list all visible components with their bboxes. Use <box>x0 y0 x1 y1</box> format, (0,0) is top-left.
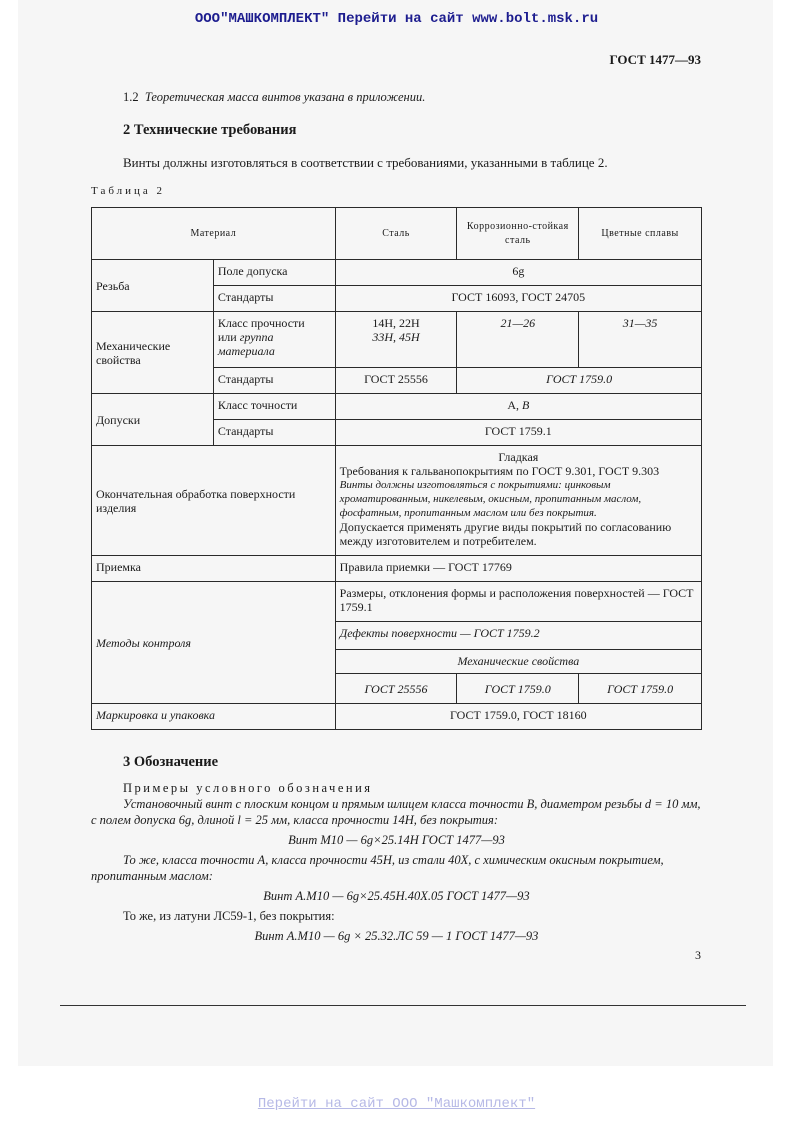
footer-divider <box>60 1005 746 1006</box>
row-finish-label: Окончательная обработка поверхности изделия <box>92 446 336 556</box>
mech-standards-other: ГОСТ 1759.0 <box>457 368 702 394</box>
strength-class-label-2: или <box>217 330 237 344</box>
strength-corrosion: 21—26 <box>457 312 579 368</box>
site-link-bottom[interactable]: Перейти на сайт ООО "Машкомплект" <box>257 1096 536 1112</box>
finish-smooth: Гладкая <box>498 450 539 464</box>
mech-standards-label: Стандарты <box>213 368 335 394</box>
example-2-code: Винт А.М10 — 6g×25.45Н.40Х.05 ГОСТ 1477—93 <box>263 889 530 903</box>
mech-standards-steel: ГОСТ 25556 <box>335 368 457 394</box>
finish-other: Допускается применять другие виды покрытий по согласованию между изготовителем и потребителем. <box>339 520 672 548</box>
tol-standards-value: ГОСТ 1759.1 <box>335 420 701 446</box>
clause-1-2 <box>123 90 425 105</box>
accuracy-class-a: А, <box>507 398 519 412</box>
accuracy-class-value <box>335 394 701 420</box>
finish-value <box>335 446 701 556</box>
header-material: Материал <box>92 208 336 260</box>
section-2-title: 2 Технические требования <box>123 122 297 138</box>
finish-coatings: Винты должны изготовляться с покрытиями: цинковым хроматированным, никелевым, окисным, пропитанным маслом, фосфатным, пропитанным маслом или без покрытия. <box>339 479 642 519</box>
example-1-text: Установочный винт с плоским концом и прямым шлицем класса точности В, диаметром резьбы d = 10 мм, с полем допуска 6g, длиной l = 25 мм, класса прочности 14Н, без покрытия: <box>91 797 701 827</box>
example-2-text: То же, класса точности А, класса прочности 45Н, из стали 40Х, с химическим окисным покрытием, пропитанным маслом: <box>91 853 664 883</box>
strength-class-label-3: группа материала <box>217 330 275 358</box>
gost-header: ГОСТ 1477—93 <box>609 52 701 67</box>
examples-title: Примеры условного обозначения <box>123 781 373 795</box>
clause-number: 1.2 <box>123 90 139 104</box>
strength-steel-2: 33Н, 45Н <box>372 330 420 344</box>
methods-mech-props: Механические свойства <box>335 650 701 674</box>
strength-steel <box>335 312 457 368</box>
row-acceptance-label: Приемка <box>92 556 336 582</box>
requirements-table <box>91 207 702 730</box>
row-thread-label: Резьба <box>92 260 214 312</box>
row-methods-label: Методы контроля <box>92 582 336 704</box>
thread-tolerance-label: Поле допуска <box>213 260 335 286</box>
methods-dimensions: Размеры, отклонения формы и расположения поверхностей — ГОСТ 1759.1 <box>335 582 701 622</box>
thread-standards-value: ГОСТ 16093, ГОСТ 24705 <box>335 286 701 312</box>
acceptance-value: Правила приемки — ГОСТ 17769 <box>335 556 701 582</box>
thread-standards-label: Стандарты <box>213 286 335 312</box>
example-3-code: Винт А.М10 — 6g × 25.32.ЛС 59 — 1 ГОСТ 1477—93 <box>254 929 539 943</box>
accuracy-class-b: В <box>521 398 530 412</box>
section-2-intro: Винты должны изготовляться в соответствии с требованиями, указанными в таблице 2. <box>123 155 608 170</box>
row-mechanical-label: Механические свойства <box>92 312 214 394</box>
marking-value: ГОСТ 1759.0, ГОСТ 18160 <box>335 704 701 730</box>
strength-class-label-1: Класс прочности <box>217 316 305 330</box>
methods-defects: Дефекты поверхности — ГОСТ 1759.2 <box>335 622 701 650</box>
example-1-code: Винт М10 — 6g×25.14Н ГОСТ 1477—93 <box>288 833 505 847</box>
page-number: 3 <box>695 948 701 962</box>
methods-corrosion: ГОСТ 1759.0 <box>457 674 579 704</box>
row-marking-label: Маркировка и упаковка <box>92 704 336 730</box>
finish-plating: Требования к гальванопокрытиям по ГОСТ 9.301, ГОСТ 9.303 <box>339 464 660 478</box>
strength-steel-1: 14Н, 22Н <box>372 316 420 330</box>
header-nonferrous: Цветные сплавы <box>579 208 702 260</box>
table-caption: Таблица 2 <box>91 185 166 197</box>
header-steel: Сталь <box>335 208 457 260</box>
methods-nonferrous: ГОСТ 1759.0 <box>579 674 702 704</box>
example-3-text: То же, из латуни ЛС59-1, без покрытия: <box>123 909 335 923</box>
section-3-body <box>91 780 702 948</box>
methods-steel: ГОСТ 25556 <box>335 674 457 704</box>
strength-class-label <box>213 312 335 368</box>
site-link-top[interactable]: ООО"МАШКОМПЛЕКТ" Перейти на сайт www.bolt.msk.ru <box>194 11 599 27</box>
row-tolerances-label: Допуски <box>92 394 214 446</box>
tol-standards-label: Стандарты <box>213 420 335 446</box>
section-3-title: 3 Обозначение <box>123 754 219 770</box>
clause-text: Теоретическая масса винтов указана в приложении. <box>144 90 426 104</box>
accuracy-class-label: Класс точности <box>213 394 335 420</box>
strength-nonferrous: 31—35 <box>579 312 702 368</box>
header-corrosion-steel: Коррозионно-стойкая сталь <box>457 208 579 260</box>
thread-tolerance-value: 6g <box>335 260 701 286</box>
